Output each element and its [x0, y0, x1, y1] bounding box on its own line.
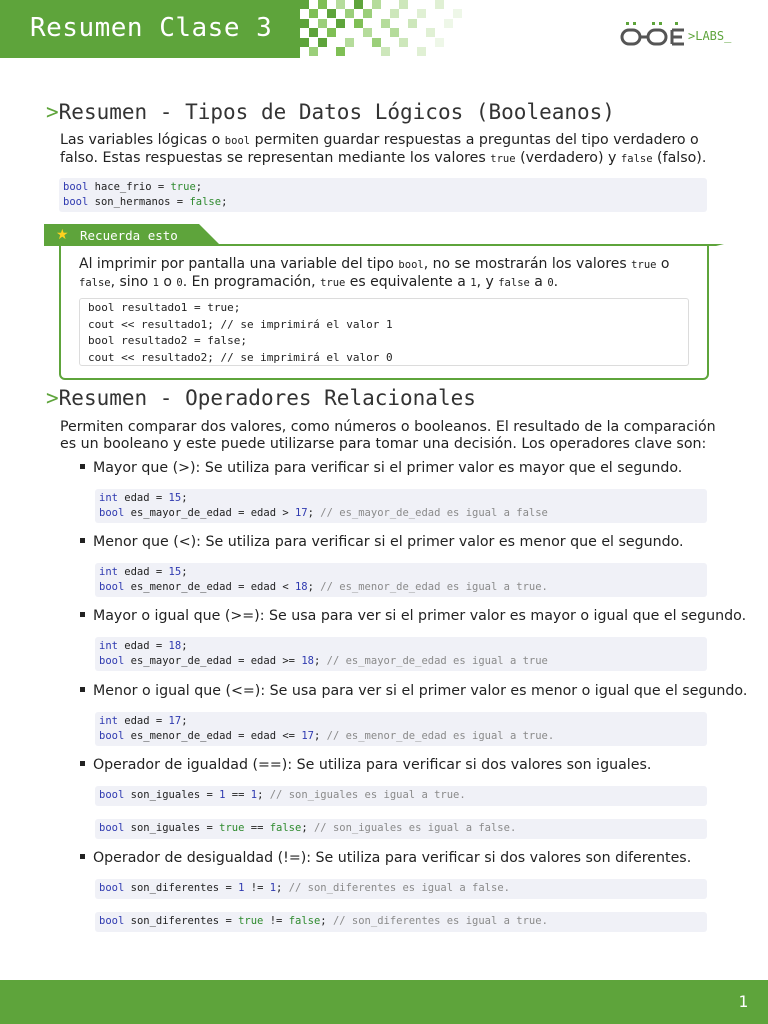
section-heading-text: Resumen - Tipos de Datos Lógicos (Booleanos)	[58, 100, 615, 124]
list-item: Menor que (<): Se utiliza para verificar si el primer valor es menor que el segundo.	[80, 534, 730, 550]
bullet-square-icon	[80, 854, 85, 859]
page-number: 1	[738, 992, 748, 1011]
note-label: Recuerda esto	[80, 228, 178, 243]
chevron-right-icon: >	[46, 100, 59, 124]
chevron-right-icon: >	[46, 386, 59, 410]
page-header	[0, 0, 768, 58]
list-item: Operador de desigualdad (!=): Se utiliza para verificar si dos valores son diferentes.	[80, 850, 730, 866]
list-item: Operador de igualdad (==): Se utiliza para verificar si dos valores son iguales.	[80, 757, 730, 773]
code-block-menor: int edad = 15; bool es_menor_de_edad = edad < 18; // es_menor_de_edad es igual a true.	[95, 563, 707, 597]
code-block-mayor: int edad = 15; bool es_mayor_de_edad = edad > 17; // es_mayor_de_edad es igual a false	[95, 489, 707, 523]
page-footer	[0, 980, 768, 1024]
pixel-pattern-decoration	[290, 0, 475, 58]
code-block-menor-igual: int edad = 17; bool es_menor_de_edad = edad <= 17; // es_menor_de_edad es igual a true.	[95, 712, 707, 746]
code-block-igualdad-2: bool son_iguales = true == false; // son_iguales es igual a false.	[95, 819, 707, 839]
section-heading-booleanos	[46, 100, 615, 124]
page-title: Resumen Clase 3	[30, 13, 273, 43]
logo-labs-text: >LABS_	[688, 29, 732, 43]
code-block-igualdad-1: bool son_iguales = 1 == 1; // son_iguales es igual a true.	[95, 786, 707, 806]
section-heading-operadores	[46, 386, 476, 410]
bullet-square-icon	[80, 538, 85, 543]
code-block-desigualdad-1: bool son_diferentes = 1 != 1; // son_diferentes es igual a false.	[95, 879, 707, 899]
bullet-square-icon	[80, 612, 85, 617]
list-item: Mayor que (>): Se utiliza para verificar si el primer valor es mayor que el segundo.	[80, 460, 730, 476]
note-text: Al imprimir por pantalla una variable del tipo bool, no se mostrarán los valores true o false, sino 1 o 0. En programación, true es equivalente a 1, y false a 0.	[79, 256, 670, 290]
intro-paragraph-operadores: Permiten comparar dos valores, como números o booleanos. El resultado de la comparación es un booleano y este puede utilizarse para tomar una decisión. Los operadores clave son:	[60, 419, 716, 452]
star-icon: ★	[56, 227, 69, 243]
intro-paragraph-booleanos: Las variables lógicas o bool permiten guardar respuestas a preguntas del tipo verdadero o falso. Estas respuestas se representan mediante los valores true (verdadero) y false (falso).	[60, 132, 707, 166]
section-heading-text: Resumen - Operadores Relacionales	[58, 386, 476, 410]
list-item: Mayor o igual que (>=): Se usa para ver si el primer valor es mayor o igual que el segundo.	[80, 608, 730, 624]
bullet-square-icon	[80, 464, 85, 469]
list-item: Menor o igual que (<=): Se usa para ver si el primer valor es menor o igual que el segundo.	[80, 683, 730, 699]
code-block-desigualdad-2: bool son_diferentes = true != false; // son_diferentes es igual a true.	[95, 912, 707, 932]
code-block-booleanos: bool hace_frio = true; bool son_hermanos = false;	[59, 178, 707, 212]
note-code-block: bool resultado1 = true; cout << resultado1; // se imprimirá el valor 1 bool resultado2 = false; cout << resultado2; // se imprimirá el valor 0	[79, 298, 689, 366]
bullet-square-icon	[80, 687, 85, 692]
code-block-mayor-igual: int edad = 18; bool es_mayor_de_edad = edad >= 18; // es_mayor_de_edad es igual a true	[95, 637, 707, 671]
bullet-square-icon	[80, 761, 85, 766]
